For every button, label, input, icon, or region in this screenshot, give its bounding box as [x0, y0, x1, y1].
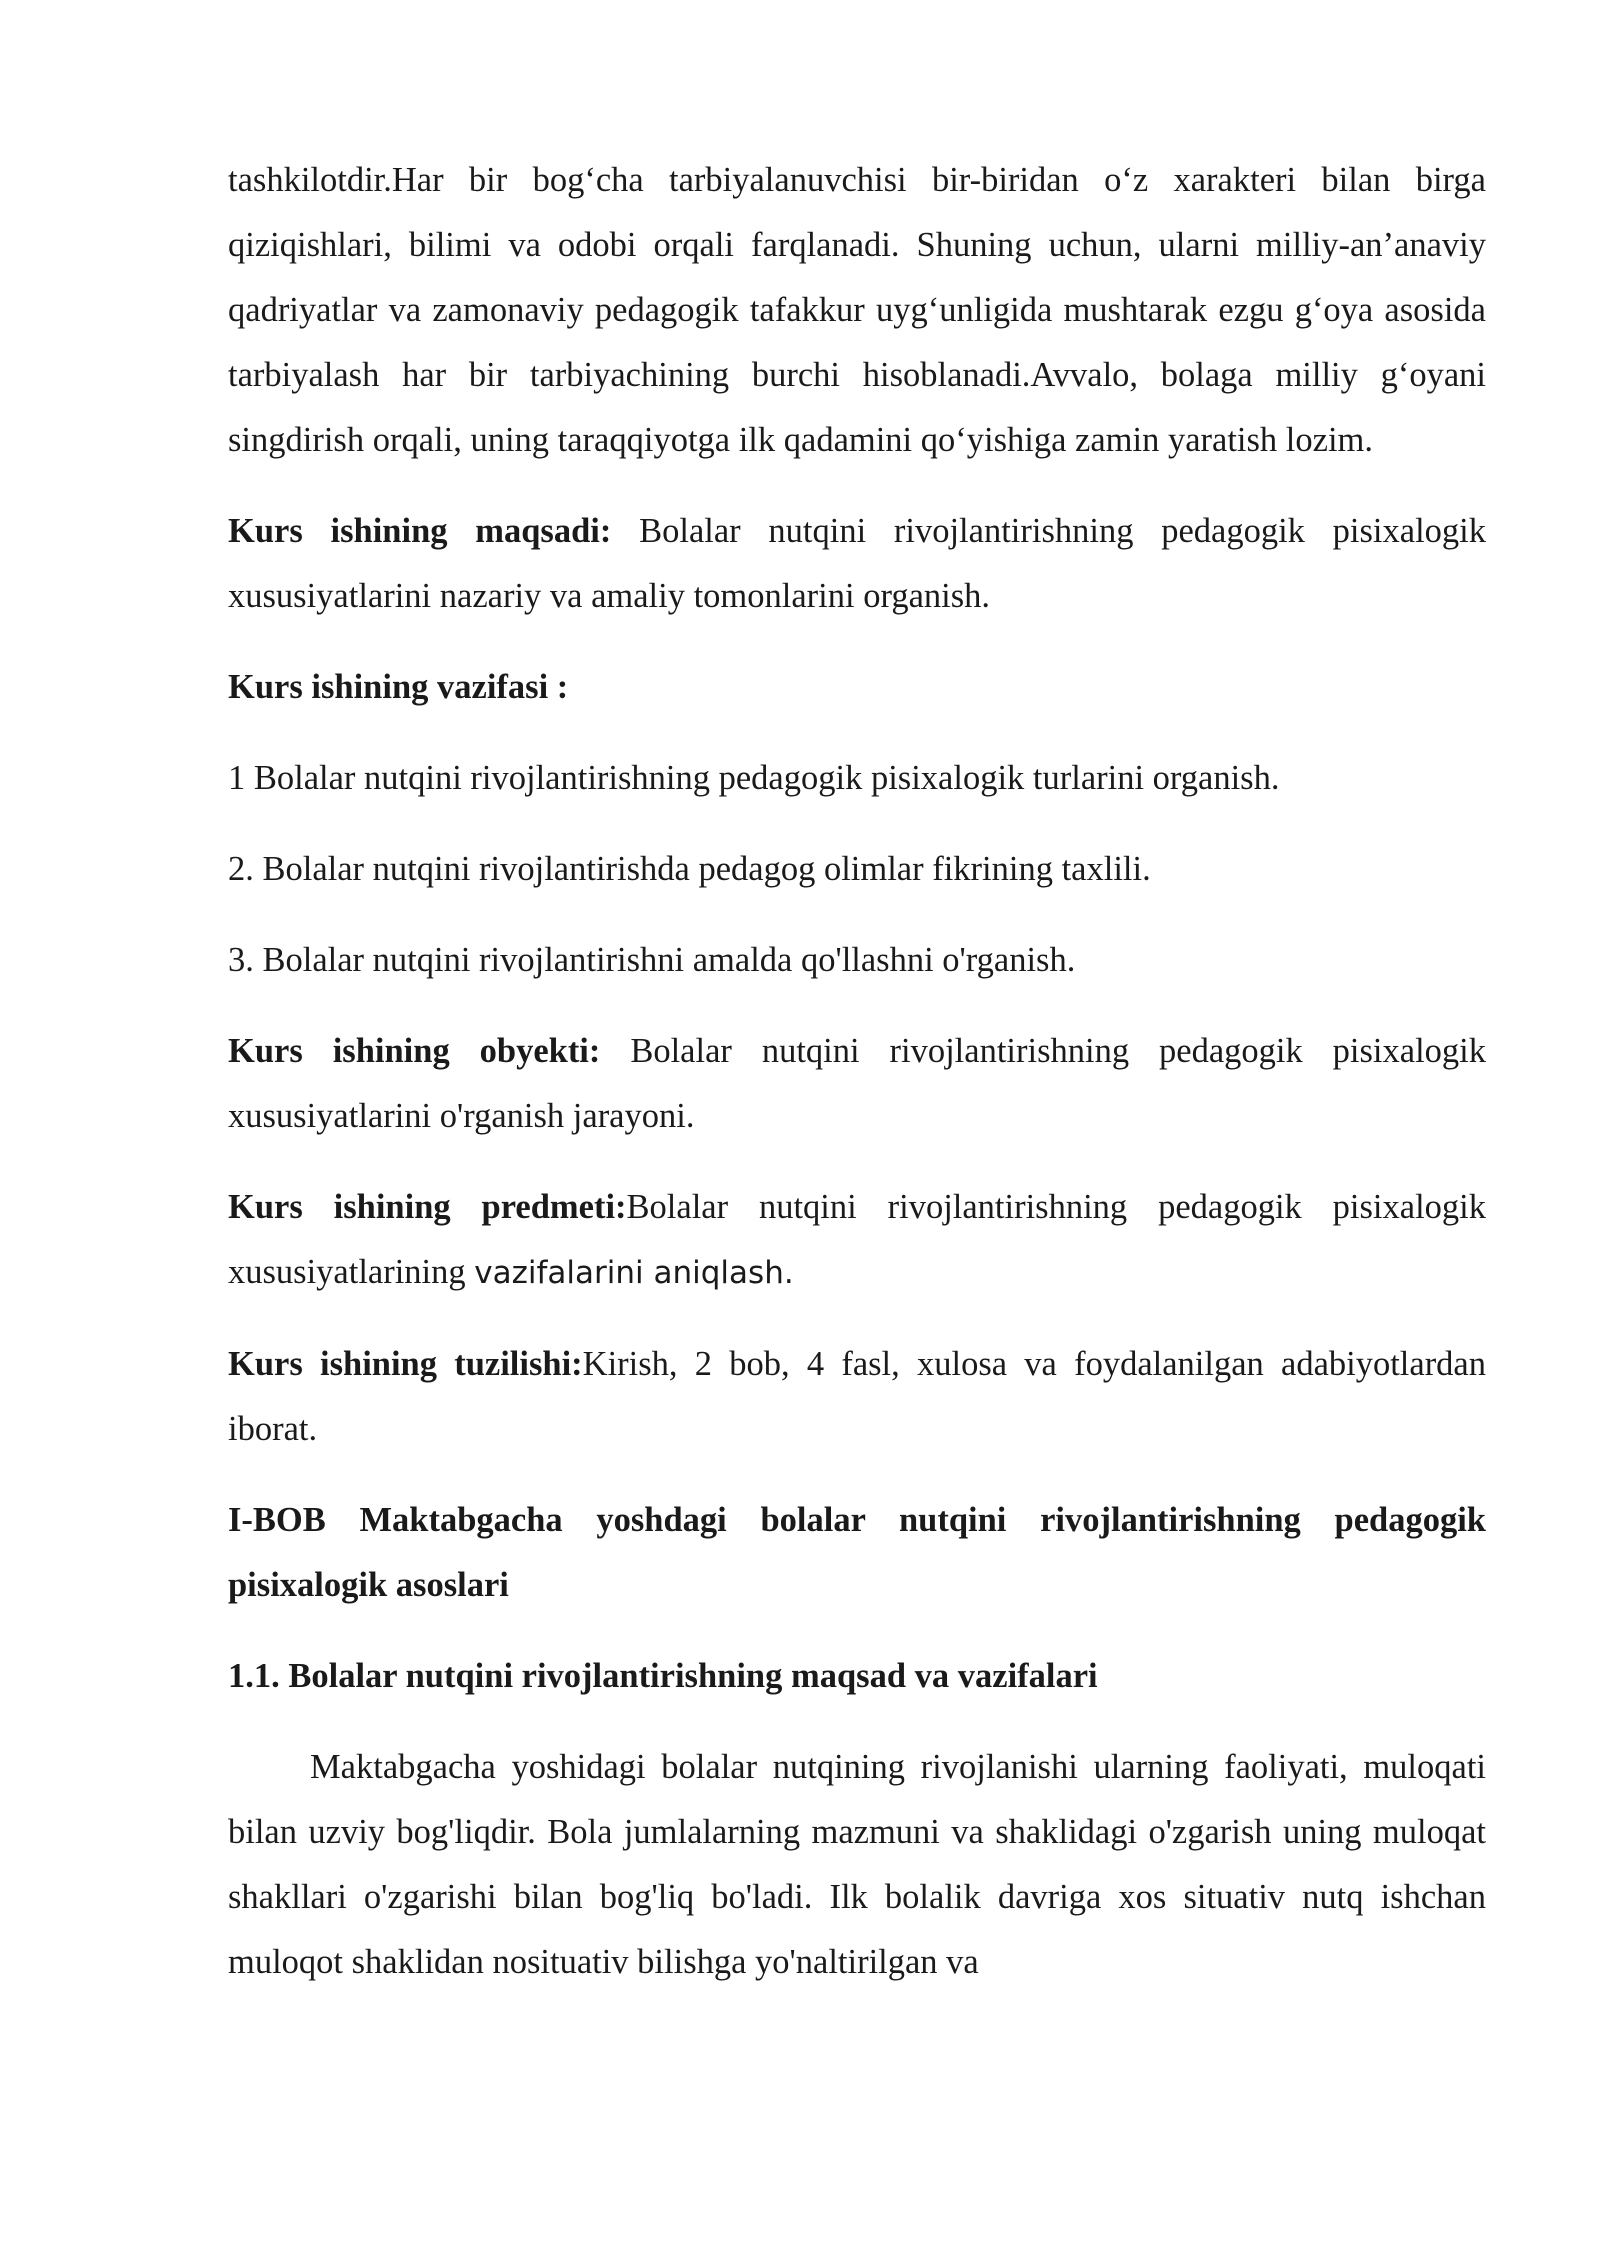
structure-text: Kirish, 2 bob, 4 fasl, xulosa va foydalanilgan adabiyotlardan iborat. — [228, 1345, 1486, 1448]
subject-text: Bolalar nutqini rivojlantirishning pedagogik pisixalogik xususiyatlarining — [228, 1188, 1486, 1291]
object-text: Bolalar nutqini rivojlantirishning pedagogik pisixalogik xususiyatlarini o'rganish jarayoni. — [228, 1032, 1486, 1135]
subject-text-tail: vazifalarini aniqlash. — [474, 1255, 794, 1291]
subject-label: Kurs ishining predmeti: — [228, 1188, 627, 1226]
object-paragraph — [228, 1019, 1486, 1149]
body-paragraph: Maktabgacha yoshidagi bolalar nutqining rivojlanishi ularning faoliyati, muloqati bilan uzviy bog'liqdir. Bola jumlalarning mazmuni va shaklidagi o'zgarish uning muloqat shakllari o'zgarishi bilan bog'liq bo'ladi. Ilk bolalik davriga xos situativ nutq ishchan muloqot shaklidan nosituativ bilishga yo'naltirilgan va — [228, 1748, 1486, 1981]
task-item-1: 1 Bolalar nutqini rivojlantirishning pedagogik pisixalogik turlarini organish. — [228, 759, 1280, 797]
structure-label: Kurs ishining tuzilishi: — [228, 1345, 583, 1383]
chapter-heading: I-BOB Maktabgacha yoshdagi bolalar nutqini rivojlantirishning pedagogik pisixalogik asoslari — [228, 1501, 1486, 1604]
intro-paragraph: tashkilotdir.Har bir bog‘cha tarbiyalanuvchisi bir-biridan o‘z xarakteri bilan birga qiziqishlari, bilimi va odobi orqali farqlanadi. Shuning uchun, ularni milliy-an’anaviy qadriyatlar va zamonaviy pedagogik tafakkur uyg‘unligida mushtarak ezgu g‘oya asosida tarbiyalash har bir tarbiyachining burchi hisoblanadi.Avvalo, bolaga milliy g‘oyani singdirish orqali, uning taraqqiyotga ilk qadamini qo‘yishiga zamin yaratish lozim. — [228, 161, 1486, 459]
goal-label: Kurs ishining maqsadi: — [228, 512, 612, 550]
goal-text: Bolalar nutqini rivojlantirishning pedagogik pisixalogik xususiyatlarini nazariy va amaliy tomonlarini organish. — [228, 512, 1486, 615]
object-label: Kurs ishining obyekti: — [228, 1032, 601, 1070]
task-item-3: 3. Bolalar nutqini rivojlantirishni amalda qo'llashni o'rganish. — [228, 941, 1076, 979]
subject-paragraph — [228, 1175, 1486, 1306]
structure-paragraph — [228, 1332, 1486, 1462]
tasks-heading: Kurs ishining vazifasi : — [228, 668, 569, 706]
goal-paragraph — [228, 499, 1486, 629]
task-item-2: 2. Bolalar nutqini rivojlantirishda pedagog olimlar fikrining taxlili. — [228, 850, 1151, 888]
document-page — [228, 148, 1486, 1995]
section-heading: 1.1. Bolalar nutqini rivojlantirishning maqsad va vazifalari — [228, 1657, 1098, 1695]
